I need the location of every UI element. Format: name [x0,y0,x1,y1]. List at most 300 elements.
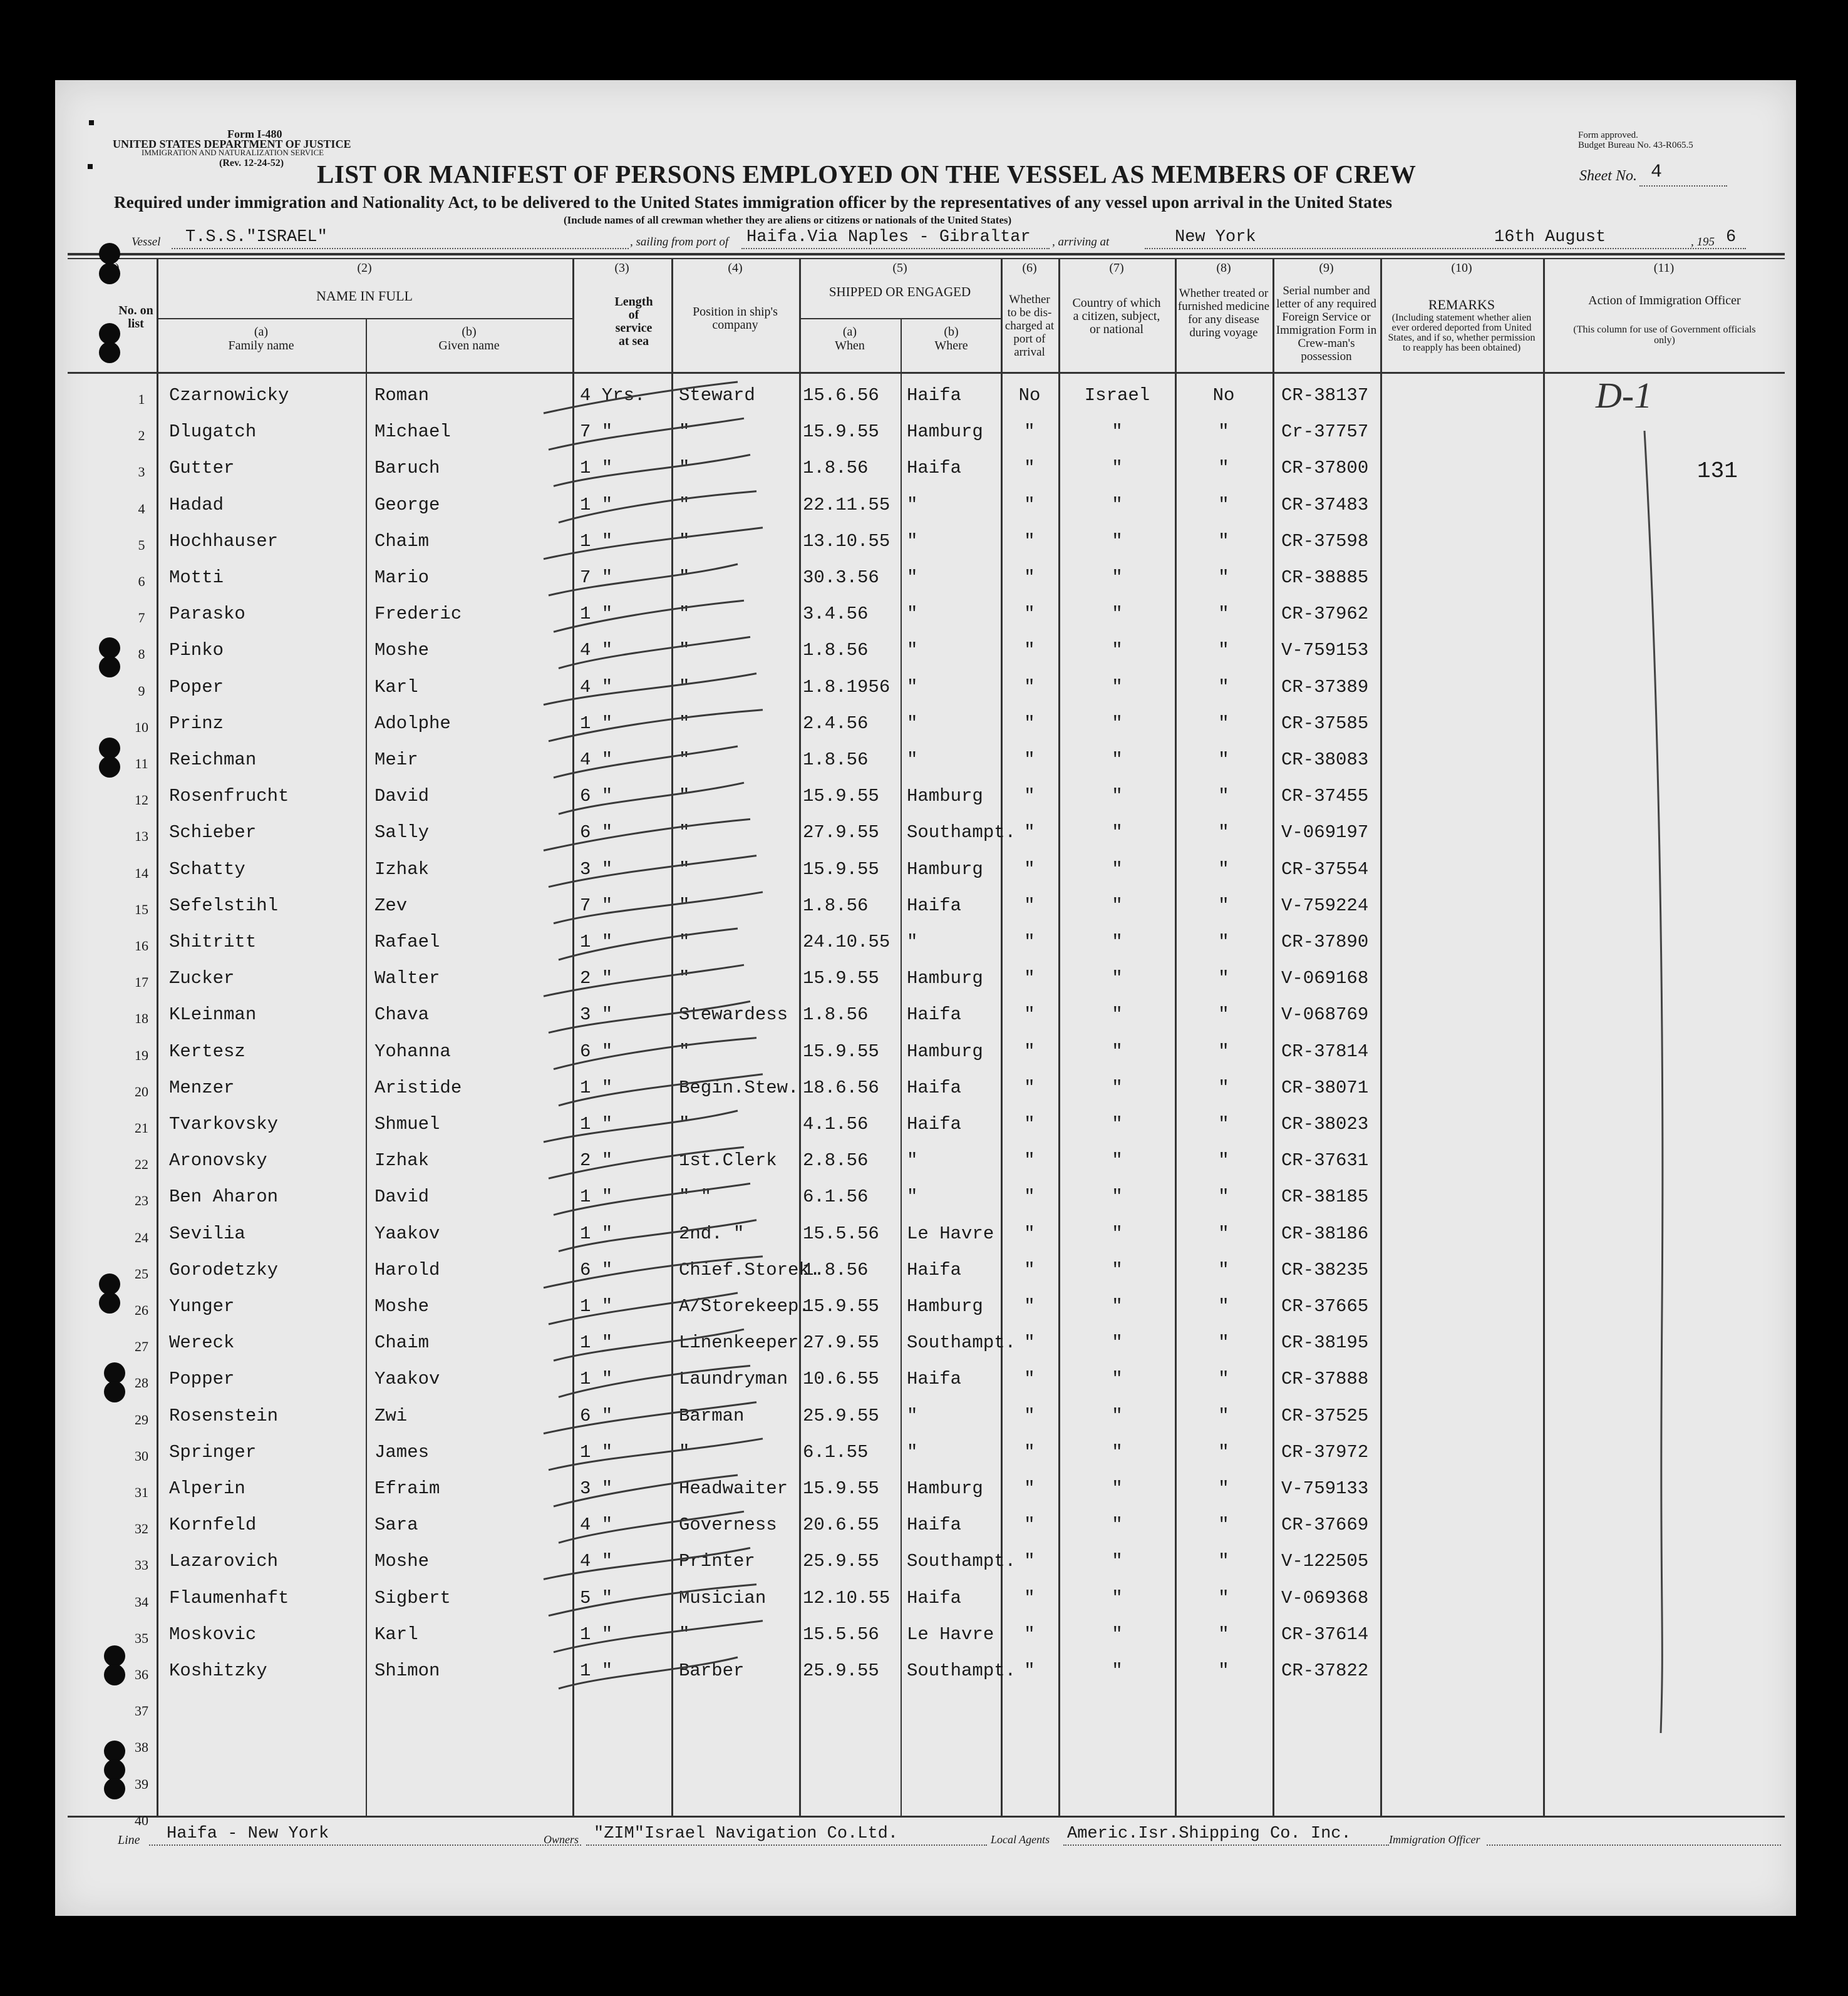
shipped-where[interactable]: " [907,677,918,697]
discharged-flag[interactable]: " [1024,567,1035,588]
country[interactable]: " [1112,1369,1123,1389]
shipped-when[interactable]: 2.4.56 [803,713,869,734]
serial-number[interactable]: CR-37814 [1281,1041,1369,1062]
position[interactable]: " " [679,1186,712,1207]
given-name[interactable]: Mario [374,567,430,588]
country[interactable]: " [1112,1186,1123,1207]
serial-number[interactable]: CR-37888 [1281,1369,1369,1389]
service-length[interactable]: 1 " [580,1296,613,1317]
country[interactable]: " [1112,1624,1123,1645]
shipped-when[interactable]: 27.9.55 [803,1332,879,1353]
shipped-where[interactable]: Hamburg [907,1478,983,1499]
family-name[interactable]: Rosenstein [169,1406,279,1426]
medicine-flag[interactable]: " [1218,531,1229,552]
discharged-flag[interactable]: " [1024,859,1035,880]
service-length[interactable]: 1 " [580,713,613,734]
country[interactable]: " [1112,495,1123,515]
given-name[interactable]: Yohanna [374,1041,451,1062]
given-name[interactable]: David [374,786,430,806]
family-name[interactable]: Ben Aharon [169,1186,279,1207]
family-name[interactable]: Hochhauser [169,531,279,552]
country[interactable]: " [1112,1660,1123,1681]
medicine-flag[interactable]: " [1218,458,1229,478]
discharged-flag[interactable]: " [1024,1660,1035,1681]
serial-number[interactable]: CR-37554 [1281,859,1369,880]
shipped-when[interactable]: 25.9.55 [803,1551,879,1572]
shipped-when[interactable]: 15.6.56 [803,385,879,406]
service-length[interactable]: 6 " [580,1260,613,1280]
shipped-when[interactable]: 25.9.55 [803,1406,879,1426]
medicine-flag[interactable]: " [1218,713,1229,734]
given-name[interactable]: Izhak [374,1150,430,1171]
country[interactable]: " [1112,1078,1123,1098]
shipped-where[interactable]: " [907,495,918,515]
discharged-flag[interactable]: " [1024,1624,1035,1645]
medicine-flag[interactable]: " [1218,1150,1229,1171]
country[interactable]: " [1112,531,1123,552]
service-length[interactable]: 1 " [580,1624,613,1645]
given-name[interactable]: Zwi [374,1406,408,1426]
given-name[interactable]: Baruch [374,458,440,478]
shipped-when[interactable]: 22.11.55 [803,495,890,515]
family-name[interactable]: Kornfeld [169,1515,257,1535]
given-name[interactable]: James [374,1442,430,1463]
family-name[interactable]: Zucker [169,968,235,989]
country[interactable]: " [1112,786,1123,806]
medicine-flag[interactable]: " [1218,677,1229,697]
discharged-flag[interactable]: No [1018,385,1041,406]
shipped-where[interactable]: " [907,713,918,734]
position[interactable]: " [679,1041,690,1062]
service-length[interactable]: 6 " [580,822,613,843]
discharged-flag[interactable]: " [1024,1114,1035,1134]
position[interactable]: " [679,458,690,478]
position[interactable]: Musician [679,1588,767,1608]
shipped-where[interactable]: Haifa [907,1369,962,1389]
shipped-when[interactable]: 20.6.55 [803,1515,879,1535]
shipped-where[interactable]: Southampt. [907,1660,1016,1681]
discharged-flag[interactable]: " [1024,749,1035,770]
position[interactable]: Printer [679,1551,755,1572]
given-name[interactable]: Chaim [374,531,430,552]
serial-number[interactable]: CR-37890 [1281,932,1369,952]
serial-number[interactable]: CR-37585 [1281,713,1369,734]
discharged-flag[interactable]: " [1024,822,1035,843]
country[interactable]: " [1112,1296,1123,1317]
given-name[interactable]: Rafael [374,932,440,952]
position[interactable]: " [679,640,690,661]
serial-number[interactable]: V-759133 [1281,1478,1369,1499]
service-length[interactable]: 1 " [580,1223,613,1244]
family-name[interactable]: Hadad [169,495,224,515]
serial-number[interactable]: V-069368 [1281,1588,1369,1608]
serial-number[interactable]: CR-38071 [1281,1078,1369,1098]
position[interactable]: " [679,1114,690,1134]
medicine-flag[interactable]: " [1218,1624,1229,1645]
country[interactable]: " [1112,1442,1123,1463]
discharged-flag[interactable]: " [1024,1369,1035,1389]
given-name[interactable]: Moshe [374,1551,430,1572]
medicine-flag[interactable]: " [1218,859,1229,880]
serial-number[interactable]: CR-38195 [1281,1332,1369,1353]
medicine-flag[interactable]: " [1218,1004,1229,1025]
service-length[interactable]: 7 " [580,421,613,442]
service-length[interactable]: 4 Yrs. [580,385,646,406]
medicine-flag[interactable]: " [1218,968,1229,989]
discharged-flag[interactable]: " [1024,1078,1035,1098]
serial-number[interactable]: CR-37631 [1281,1150,1369,1171]
shipped-where[interactable]: Le Havre [907,1223,994,1244]
family-name[interactable]: Parasko [169,604,245,624]
shipped-where[interactable]: Hamburg [907,968,983,989]
position[interactable]: 2nd. " [679,1223,745,1244]
medicine-flag[interactable]: " [1218,1260,1229,1280]
given-name[interactable]: Chava [374,1004,430,1025]
medicine-flag[interactable]: " [1218,495,1229,515]
service-length[interactable]: 1 " [580,495,613,515]
family-name[interactable]: Schieber [169,822,257,843]
service-length[interactable]: 1 " [580,1114,613,1134]
service-length[interactable]: 4 " [580,749,613,770]
medicine-flag[interactable]: " [1218,1296,1229,1317]
shipped-when[interactable]: 24.10.55 [803,932,890,952]
country[interactable]: " [1112,1150,1123,1171]
country[interactable]: " [1112,859,1123,880]
family-name[interactable]: Reichman [169,749,257,770]
given-name[interactable]: Walter [374,968,440,989]
given-name[interactable]: Moshe [374,640,430,661]
serial-number[interactable]: CR-38885 [1281,567,1369,588]
service-length[interactable]: 2 " [580,968,613,989]
medicine-flag[interactable]: " [1218,1332,1229,1353]
shipped-when[interactable]: 6.1.56 [803,1186,869,1207]
family-name[interactable]: Aronovsky [169,1150,267,1171]
shipped-when[interactable]: 15.9.55 [803,859,879,880]
shipped-where[interactable]: Haifa [907,1114,962,1134]
family-name[interactable]: Shitritt [169,932,257,952]
country[interactable]: " [1112,1332,1123,1353]
country[interactable]: " [1112,1588,1123,1608]
arrival-date[interactable]: 16th August [1494,228,1606,247]
given-name[interactable]: David [374,1186,430,1207]
discharged-flag[interactable]: " [1024,421,1035,442]
shipped-when[interactable]: 6.1.55 [803,1442,869,1463]
shipped-where[interactable]: Haifa [907,458,962,478]
given-name[interactable]: Izhak [374,859,430,880]
shipped-where[interactable]: " [907,604,918,624]
position[interactable]: Barber [679,1660,745,1681]
given-name[interactable]: Shimon [374,1660,440,1681]
given-name[interactable]: Yaakov [374,1369,440,1389]
serial-number[interactable]: CR-37389 [1281,677,1369,697]
discharged-flag[interactable]: " [1024,786,1035,806]
discharged-flag[interactable]: " [1024,1186,1035,1207]
family-name[interactable]: Sevilia [169,1223,245,1244]
shipped-where[interactable]: " [907,567,918,588]
discharged-flag[interactable]: " [1024,1296,1035,1317]
service-length[interactable]: 4 " [580,1515,613,1535]
family-name[interactable]: Kertesz [169,1041,245,1062]
family-name[interactable]: Flaumenhaft [169,1588,289,1608]
medicine-flag[interactable]: " [1218,1223,1229,1244]
position[interactable]: " [679,895,690,916]
shipped-where[interactable]: Haifa [907,1004,962,1025]
discharged-flag[interactable]: " [1024,604,1035,624]
discharged-flag[interactable]: " [1024,531,1035,552]
family-name[interactable]: Menzer [169,1078,235,1098]
serial-number[interactable]: CR-37962 [1281,604,1369,624]
serial-number[interactable]: V-069168 [1281,968,1369,989]
serial-number[interactable]: CR-37598 [1281,531,1369,552]
given-name[interactable]: George [374,495,440,515]
shipped-where[interactable]: Haifa [907,1260,962,1280]
service-length[interactable]: 1 " [580,531,613,552]
country[interactable]: " [1112,421,1123,442]
discharged-flag[interactable]: " [1024,1406,1035,1426]
medicine-flag[interactable]: " [1218,1551,1229,1572]
given-name[interactable]: Adolphe [374,713,451,734]
shipped-when[interactable]: 1.8.1956 [803,677,890,697]
discharged-flag[interactable]: " [1024,1551,1035,1572]
family-name[interactable]: Gutter [169,458,235,478]
shipped-when[interactable]: 1.8.56 [803,895,869,916]
given-name[interactable]: Sara [374,1515,418,1535]
serial-number[interactable]: CR-38137 [1281,385,1369,406]
family-name[interactable]: Rosenfrucht [169,786,289,806]
family-name[interactable]: Alperin [169,1478,245,1499]
family-name[interactable]: Sefelstihl [169,895,279,916]
family-name[interactable]: Poper [169,677,224,697]
shipped-when[interactable]: 15.9.55 [803,1478,879,1499]
serial-number[interactable]: V-759224 [1281,895,1369,916]
family-name[interactable]: Schatty [169,859,245,880]
family-name[interactable]: Lazarovich [169,1551,279,1572]
discharged-flag[interactable]: " [1024,1004,1035,1025]
position[interactable]: Chief.Storek. [679,1260,821,1280]
shipped-where[interactable]: Southampt. [907,1551,1016,1572]
position[interactable]: " [679,713,690,734]
serial-number[interactable]: CR-37669 [1281,1515,1369,1535]
country[interactable]: " [1112,1114,1123,1134]
position[interactable]: Laundryman [679,1369,788,1389]
given-name[interactable]: Roman [374,385,430,406]
given-name[interactable]: Harold [374,1260,440,1280]
serial-number[interactable]: CR-38185 [1281,1186,1369,1207]
position[interactable]: Stewardess [679,1004,788,1025]
position[interactable]: " [679,786,690,806]
medicine-flag[interactable]: " [1218,1114,1229,1134]
shipped-when[interactable]: 30.3.56 [803,567,879,588]
family-name[interactable]: Moskovic [169,1624,257,1645]
given-name[interactable]: Zev [374,895,408,916]
family-name[interactable]: Tvarkovsky [169,1114,279,1134]
country[interactable]: " [1112,458,1123,478]
service-length[interactable]: 3 " [580,1004,613,1025]
country[interactable]: " [1112,1515,1123,1535]
shipped-where[interactable]: Southampt. [907,1332,1016,1353]
shipped-when[interactable]: 1.8.56 [803,1260,869,1280]
discharged-flag[interactable]: " [1024,713,1035,734]
shipped-where[interactable]: Southampt. [907,822,1016,843]
country[interactable]: Israel [1084,385,1150,406]
position[interactable]: Begin.Stew. [679,1078,799,1098]
serial-number[interactable]: CR-37614 [1281,1624,1369,1645]
family-name[interactable]: KLeinman [169,1004,257,1025]
shipped-where[interactable]: " [907,1442,918,1463]
medicine-flag[interactable]: " [1218,604,1229,624]
vessel-name[interactable]: T.S.S."ISRAEL" [185,228,328,247]
position[interactable]: " [679,531,690,552]
shipped-when[interactable]: 1.8.56 [803,1004,869,1025]
serial-number[interactable]: V-122505 [1281,1551,1369,1572]
serial-number[interactable]: CR-38023 [1281,1114,1369,1134]
position[interactable]: " [679,1624,690,1645]
country[interactable]: " [1112,968,1123,989]
position[interactable]: " [679,495,690,515]
shipped-when[interactable]: 25.9.55 [803,1660,879,1681]
shipped-where[interactable]: Haifa [907,1515,962,1535]
country[interactable]: " [1112,713,1123,734]
serial-number[interactable]: CR-37455 [1281,786,1369,806]
given-name[interactable]: Moshe [374,1296,430,1317]
shipped-where[interactable]: " [907,749,918,770]
shipped-when[interactable]: 27.9.55 [803,822,879,843]
shipped-where[interactable]: Hamburg [907,1041,983,1062]
serial-number[interactable]: CR-38235 [1281,1260,1369,1280]
serial-number[interactable]: Cr-37757 [1281,421,1369,442]
position[interactable]: Steward [679,385,755,406]
given-name[interactable]: Karl [374,1624,418,1645]
family-name[interactable]: Popper [169,1369,235,1389]
medicine-flag[interactable]: " [1218,932,1229,952]
shipped-where[interactable]: Haifa [907,1078,962,1098]
serial-number[interactable]: CR-38186 [1281,1223,1369,1244]
medicine-flag[interactable]: " [1218,1041,1229,1062]
medicine-flag[interactable]: " [1218,1442,1229,1463]
shipped-when[interactable]: 1.8.56 [803,640,869,661]
service-length[interactable]: 6 " [580,1041,613,1062]
medicine-flag[interactable]: " [1218,1406,1229,1426]
position[interactable]: Headwaiter [679,1478,788,1499]
service-length[interactable]: 2 " [580,1150,613,1171]
shipped-when[interactable]: 2.8.56 [803,1150,869,1171]
discharged-flag[interactable]: " [1024,1223,1035,1244]
service-length[interactable]: 7 " [580,567,613,588]
position[interactable]: Governess [679,1515,777,1535]
position[interactable]: Barman [679,1406,745,1426]
family-name[interactable]: Koshitzky [169,1660,267,1681]
discharged-flag[interactable]: " [1024,1515,1035,1535]
shipped-where[interactable]: Haifa [907,1588,962,1608]
serial-number[interactable]: V-069197 [1281,822,1369,843]
service-length[interactable]: 1 " [580,932,613,952]
discharged-flag[interactable]: " [1024,895,1035,916]
discharged-flag[interactable]: " [1024,1588,1035,1608]
position[interactable]: " [679,932,690,952]
shipped-when[interactable]: 4.1.56 [803,1114,869,1134]
medicine-flag[interactable]: " [1218,567,1229,588]
shipped-where[interactable]: Haifa [907,895,962,916]
year-digit[interactable]: 6 [1726,228,1737,247]
position[interactable]: Linenkeeper [679,1332,799,1353]
medicine-flag[interactable]: " [1218,1660,1229,1681]
serial-number[interactable]: CR-37483 [1281,495,1369,515]
shipped-when[interactable]: 15.9.55 [803,1296,879,1317]
family-name[interactable]: Pinko [169,640,224,661]
shipped-where[interactable]: Haifa [907,385,962,406]
medicine-flag[interactable]: " [1218,421,1229,442]
position[interactable]: " [679,968,690,989]
shipped-when[interactable]: 15.9.55 [803,421,879,442]
discharged-flag[interactable]: " [1024,1041,1035,1062]
line-route[interactable]: Haifa - New York [167,1824,329,1843]
shipped-when[interactable]: 15.9.55 [803,786,879,806]
country[interactable]: " [1112,749,1123,770]
service-length[interactable]: 6 " [580,1406,613,1426]
country[interactable]: " [1112,567,1123,588]
service-length[interactable]: 1 " [580,1186,613,1207]
serial-number[interactable]: CR-37665 [1281,1296,1369,1317]
service-length[interactable]: 4 " [580,1551,613,1572]
shipped-when[interactable]: 13.10.55 [803,531,890,552]
discharged-flag[interactable]: " [1024,968,1035,989]
service-length[interactable]: 1 " [580,1078,613,1098]
position[interactable]: " [679,822,690,843]
shipped-where[interactable]: " [907,1150,918,1171]
country[interactable]: " [1112,1478,1123,1499]
country[interactable]: " [1112,822,1123,843]
service-length[interactable]: 4 " [580,677,613,697]
country[interactable]: " [1112,895,1123,916]
shipped-when[interactable]: 10.6.55 [803,1369,879,1389]
position[interactable]: " [679,1442,690,1463]
service-length[interactable]: 4 " [580,640,613,661]
medicine-flag[interactable]: " [1218,1078,1229,1098]
arriving-port[interactable]: New York [1175,228,1256,247]
medicine-flag[interactable]: " [1218,786,1229,806]
medicine-flag[interactable]: " [1218,1186,1229,1207]
service-length[interactable]: 5 " [580,1588,613,1608]
service-length[interactable]: 3 " [580,859,613,880]
country[interactable]: " [1112,1260,1123,1280]
discharged-flag[interactable]: " [1024,677,1035,697]
family-name[interactable]: Yunger [169,1296,235,1317]
family-name[interactable]: Motti [169,567,224,588]
given-name[interactable]: Meir [374,749,418,770]
shipped-where[interactable]: " [907,1406,918,1426]
family-name[interactable]: Wereck [169,1332,235,1353]
discharged-flag[interactable]: " [1024,458,1035,478]
medicine-flag[interactable]: " [1218,1478,1229,1499]
given-name[interactable]: Sigbert [374,1588,451,1608]
shipped-when[interactable]: 18.6.56 [803,1078,879,1098]
given-name[interactable]: Efraim [374,1478,440,1499]
position[interactable]: " [679,567,690,588]
shipped-when[interactable]: 1.8.56 [803,458,869,478]
medicine-flag[interactable]: " [1218,749,1229,770]
given-name[interactable]: Chaim [374,1332,430,1353]
country[interactable]: " [1112,677,1123,697]
given-name[interactable]: Karl [374,677,418,697]
serial-number[interactable]: CR-37822 [1281,1660,1369,1681]
country[interactable]: " [1112,1551,1123,1572]
service-length[interactable]: 3 " [580,1478,613,1499]
given-name[interactable]: Shmuel [374,1114,440,1134]
country[interactable]: " [1112,932,1123,952]
discharged-flag[interactable]: " [1024,640,1035,661]
service-length[interactable]: 7 " [580,895,613,916]
sailing-port[interactable]: Haifa.Via Naples - Gibraltar [746,228,1031,247]
